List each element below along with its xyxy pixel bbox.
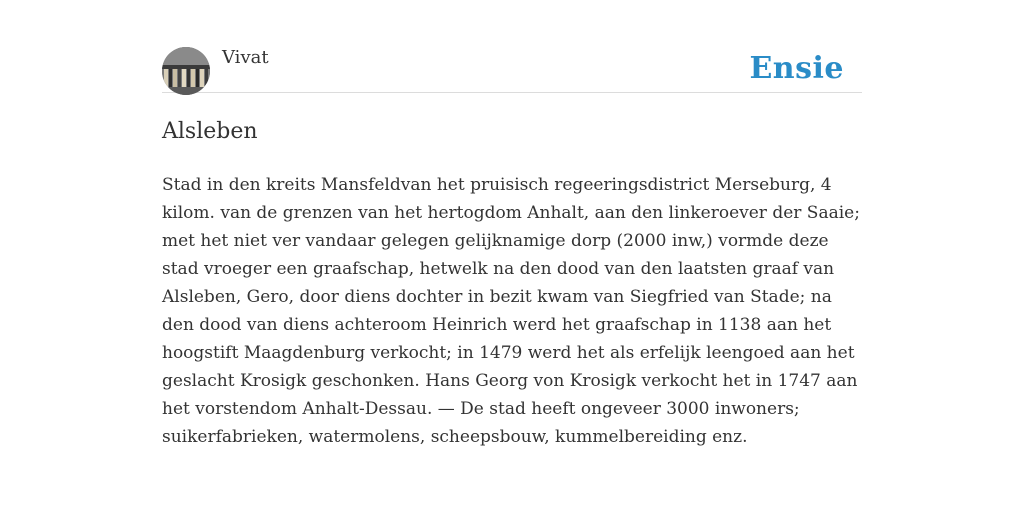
author-avatar[interactable] [162,47,210,95]
article-header [162,46,862,93]
article-card [162,46,862,451]
article-title: Alsleben [162,119,258,144]
article-body: Stad in den kreits Mansfeldvan het pruisisch regeeringsdistrict Merseburg, 4 kilom. van de grenzen van het hertogdom Anhalt, aan den linkeroever der Saaie; met het niet ver vandaar gelegen gelijknamige dorp (2000 inw,) vormde deze stad vroeger een graafschap, hetwelk na den dood van den laatsten graaf van Alsleben, Gero, door diens dochter in bezit kwam van Siegfried van Stade; na den dood van diens achteroom Heinrich werd het graafschap in 1138 aan het hoogstift Maagdenburg verkocht; in 1479 werd het als erfelijk leengoed aan het geslacht Krosigk geschonken. Hans Georg von Krosigk verkocht het in 1747 aan het vorstendom Anhalt-Dessau. — De stad heeft ongeveer 3000 inwoners; suikerfabrieken, watermolens, scheepsbouw, kummelbereiding enz. [162,175,860,447]
ensie-logo-link[interactable]: Ensie [749,51,844,86]
author-name-link[interactable]: Vivat [222,47,269,68]
bookshelf-avatar-icon [162,47,210,95]
